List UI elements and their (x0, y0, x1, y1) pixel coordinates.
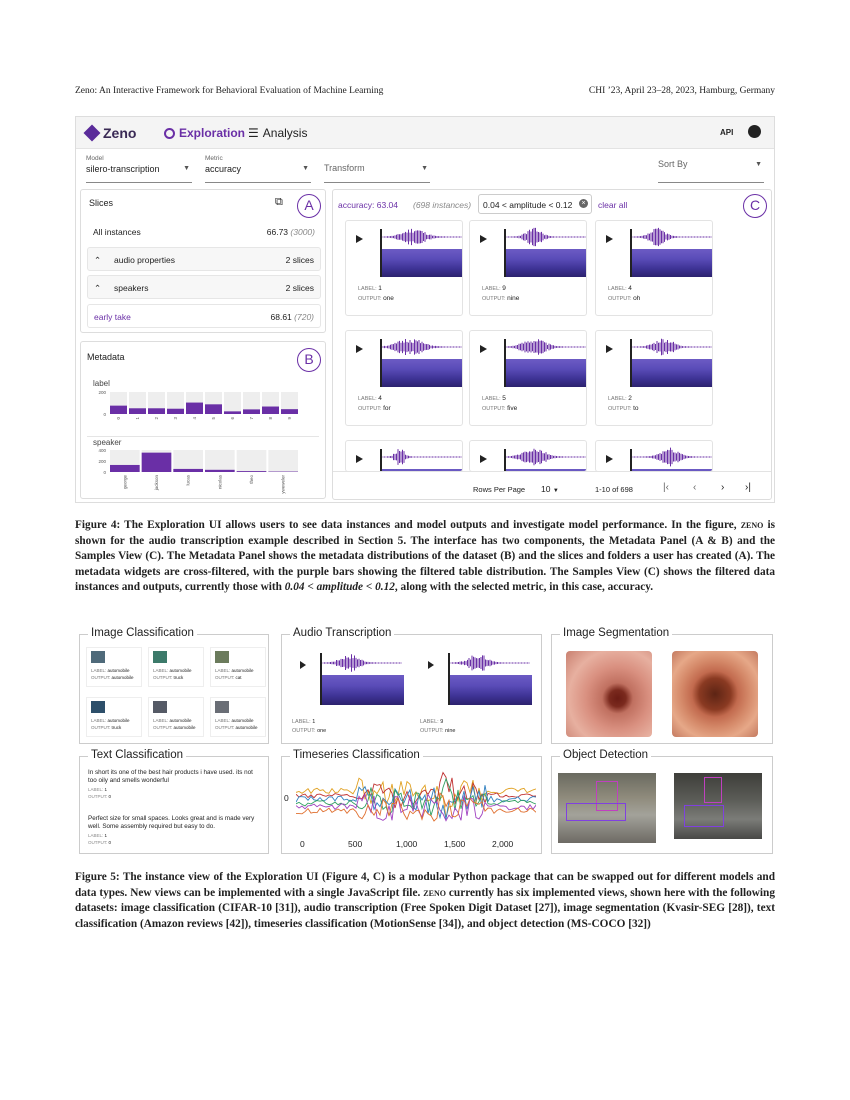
folder-audio-properties-label: audio properties (114, 255, 175, 265)
fig4-caption-zeno: zeno (740, 519, 764, 531)
playhead-cursor (380, 339, 382, 387)
tab-analysis[interactable] (248, 126, 307, 140)
x-tick-label: lucas (185, 475, 191, 486)
ts-x-tick-label: 0 (300, 839, 305, 849)
image-output-value: truck (111, 725, 122, 730)
waveform (504, 447, 586, 467)
play-icon[interactable] (480, 235, 487, 243)
playhead-cursor (504, 339, 506, 387)
chevron-down-icon: ▼ (755, 161, 762, 168)
zeno-diamond-icon (84, 125, 101, 142)
histogram-bar-background (237, 450, 267, 472)
image-output: OUTPUT: automobile (153, 725, 196, 730)
image-segmentation-title: Image Segmentation (560, 627, 672, 639)
histogram-bar-background (268, 450, 298, 472)
sample-card[interactable] (345, 330, 463, 426)
image-label-value: automobile (107, 718, 130, 723)
histogram-bar (129, 408, 146, 414)
sample-label-value: 4 (378, 395, 382, 402)
timeseries-classification-view (281, 749, 542, 854)
bbox-crowd (566, 803, 626, 821)
fig5-caption-zeno: zeno (423, 886, 446, 899)
ts-x-tick-label: 500 (348, 839, 363, 849)
image-classification-title: Image Classification (88, 627, 197, 639)
playhead-cursor (448, 653, 450, 705)
histogram-bar (237, 471, 267, 472)
chevron-up-icon: ⌃ (94, 255, 102, 265)
object-detection-view (551, 749, 773, 854)
chevron-down-icon: ▼ (183, 165, 190, 172)
sample-card[interactable] (595, 330, 713, 426)
rows-per-page-select[interactable] (541, 484, 559, 494)
playhead-cursor (504, 449, 506, 472)
playhead-cursor (630, 449, 632, 472)
y-tick-label: 200 (98, 390, 106, 395)
audio-output-value: one (317, 728, 327, 734)
clear-all-link[interactable]: clear all (598, 200, 628, 210)
speaker-histogram[interactable] (89, 448, 299, 498)
spectrogram (382, 359, 462, 387)
timeseries-classification-title: Timeseries Classification (290, 749, 423, 761)
review-output: OUTPUT: 0 (88, 794, 112, 799)
sample-label: LABEL: 5 (482, 395, 506, 402)
ts-x-tick-label: 1,500 (444, 839, 466, 849)
x-tick-label: 7 (249, 417, 254, 420)
new-folder-icon[interactable]: ⧉ (275, 196, 283, 208)
sample-label: LABEL: 2 (608, 395, 632, 402)
sample-output: OUTPUT: to (608, 405, 639, 412)
histogram-bar (262, 407, 279, 414)
text-classification-view (79, 749, 269, 854)
fig4-caption-part1: Figure 4: The Exploration UI allows users to see data instances and model outputs and investigate model performance. In the figure, (75, 519, 741, 531)
label-histogram[interactable] (89, 390, 299, 434)
metadata-panel (80, 341, 326, 499)
play-icon[interactable] (606, 235, 613, 243)
sample-output-value: five (507, 405, 518, 412)
audio-card[interactable] (290, 647, 404, 737)
x-tick-label: 6 (230, 417, 235, 420)
sample-output-value: oh (633, 295, 641, 302)
folder-speakers-count: 2 slices (285, 283, 314, 293)
zeno-logo[interactable] (86, 125, 136, 141)
sample-label-value: 1 (378, 285, 382, 292)
audio-label: LABEL: 9 (420, 719, 444, 725)
samples-view (332, 189, 772, 500)
sample-card[interactable] (469, 220, 587, 316)
sample-card[interactable] (595, 440, 713, 472)
metric-readout: accuracy: 63.04 (338, 200, 399, 210)
audio-label-value: 9 (440, 719, 444, 725)
histogram-bar (205, 470, 235, 472)
marker-b: B (297, 348, 321, 372)
sample-output-value: nine (507, 295, 520, 302)
waveform (504, 227, 586, 247)
x-tick-label: 4 (192, 417, 197, 420)
image-label-value: automobile (231, 668, 254, 673)
all-instances-row[interactable] (87, 220, 321, 244)
skate-photo-1 (558, 773, 656, 843)
x-tick-label: george (122, 475, 128, 490)
audio-transcription-title: Audio Transcription (290, 627, 394, 639)
marker-c: C (743, 194, 767, 218)
bbox-crowd (684, 805, 724, 827)
histogram-bar (167, 409, 184, 414)
sample-output: OUTPUT: one (358, 295, 394, 302)
image-label-value: automobile (169, 718, 192, 723)
spectrogram (322, 675, 404, 705)
timeseries-chart (296, 765, 536, 837)
ts-x-tick-label: 1,000 (396, 839, 418, 849)
fig5-caption-part2: currently has six implemented views, shown here with the following datasets: image classification (CIFAR-10 [31]), audio transcription (Free Spoken Digit Dataset [27]), image segmentation (Kvasir-SEG [28]), text classification (Amazon reviews [42]), timeseries classification (MotionSense [34]), and object detection (MS-COCO [32]) (75, 886, 775, 930)
figure-4-caption (75, 518, 775, 596)
api-button[interactable]: API (720, 128, 734, 137)
play-icon[interactable] (606, 345, 613, 353)
sample-output: OUTPUT: nine (482, 295, 520, 302)
spectrogram (382, 249, 462, 277)
sample-label-value: 2 (628, 395, 632, 402)
slices-title: Slices (89, 198, 114, 208)
audio-transcription-view (281, 627, 542, 744)
sample-card[interactable] (345, 440, 463, 472)
slice-early-take-label: early take (94, 312, 131, 322)
metadata-title: Metadata (87, 352, 125, 362)
transform-select[interactable] (324, 155, 430, 183)
logo-text: Zeno (103, 125, 137, 141)
play-icon[interactable] (606, 455, 613, 463)
sample-output: OUTPUT: for (358, 405, 391, 412)
x-tick-label: jackson (154, 475, 159, 491)
play-icon[interactable] (356, 455, 363, 463)
image-classification-view (79, 627, 269, 744)
sample-output-value: for (383, 405, 391, 412)
sample-card[interactable] (469, 330, 587, 426)
tab-exploration[interactable] (164, 126, 245, 140)
divider (333, 471, 771, 472)
image-output: OUTPUT: automobile (215, 725, 258, 730)
fig4-caption-part2: is shown for the audio transcription example described in Section 5. The interface has two components, the Metadata Panel (A & B) and the Samples View (C). The Metadata Panel shows the metadata distributions of the dataset (B) and the slices and folders a user has created (A). The metadata widgets are cross-filtered, with the purple bars showing the filtered table distribution. The Samples View (C) shows the filtered data instances and outputs, currently those with (75, 519, 775, 593)
histogram-bar-background (224, 392, 241, 414)
rows-per-page-value: 10 (541, 484, 551, 494)
histogram-bar (148, 408, 165, 414)
x-tick-label: 2 (154, 417, 159, 420)
review-label: LABEL: 1 (88, 787, 108, 792)
sample-label: LABEL: 1 (358, 285, 382, 292)
instance-count: (698 instances) (413, 200, 472, 210)
running-header-venue: CHI ’23, April 23–28, 2023, Hamburg, Germany (588, 86, 775, 96)
sample-label: LABEL: 9 (482, 285, 506, 292)
sample-card[interactable] (345, 220, 463, 316)
object-detection-title: Object Detection (560, 749, 651, 761)
timeseries-line (296, 778, 536, 817)
image-card[interactable] (86, 647, 142, 687)
image-card[interactable] (86, 697, 142, 737)
audio-card[interactable] (418, 647, 532, 737)
review-output-value: 0 (108, 794, 112, 799)
image-output-value: automobile (235, 725, 258, 730)
github-icon[interactable] (748, 125, 761, 138)
histogram-bar-background (205, 450, 235, 472)
y-tick-label: 0 (103, 470, 106, 475)
folder-audio-properties[interactable] (87, 247, 321, 271)
image-label: LABEL: automobile (215, 718, 254, 723)
rows-per-page-label: Rows Per Page (473, 485, 526, 494)
chevron-down-icon: ▼ (302, 165, 309, 172)
x-tick-label: yweweler (280, 475, 286, 494)
x-tick-label: 0 (116, 417, 121, 420)
histogram-bar (110, 406, 127, 414)
x-tick-label: theo (249, 475, 254, 484)
metric-select[interactable] (205, 155, 311, 183)
x-tick-label: 9 (287, 417, 292, 420)
sample-label: LABEL: 4 (358, 395, 382, 402)
review-output-value: 0 (108, 840, 112, 845)
metric-select-label: Metric (205, 155, 223, 162)
image-label: LABEL: automobile (91, 718, 130, 723)
label-widget-title: label (93, 379, 110, 388)
chevron-down-icon: ▼ (421, 165, 428, 172)
sample-card[interactable] (595, 220, 713, 316)
model-select-value: silero-transcription (86, 164, 160, 174)
image-output: OUTPUT: truck (153, 675, 184, 680)
image-card[interactable] (148, 697, 204, 737)
x-tick-label: 8 (268, 417, 273, 420)
play-icon[interactable] (480, 455, 487, 463)
folder-speakers[interactable] (87, 275, 321, 299)
sample-card[interactable] (469, 440, 587, 472)
spectrogram (450, 675, 532, 705)
image-card[interactable] (210, 647, 266, 687)
waveform (630, 227, 712, 247)
tab-exploration-label: Exploration (179, 126, 246, 140)
all-instances-count: (3000) (290, 227, 315, 237)
histogram-bar-background (173, 450, 203, 472)
play-icon[interactable] (428, 661, 434, 669)
skate-photo-2 (674, 773, 762, 839)
x-tick-label: 3 (173, 417, 178, 420)
waveform (630, 337, 712, 357)
waveform (504, 337, 586, 357)
review-text: In short its one of the best hair products i have used. its not too oily and smells wonderful (88, 769, 253, 785)
pagination-range: 1-10 of 698 (595, 485, 633, 494)
waveform (380, 227, 462, 247)
compass-icon (164, 128, 175, 139)
playhead-cursor (380, 229, 382, 277)
image-output-value: automobile (173, 725, 196, 730)
image-label: LABEL: automobile (153, 718, 192, 723)
histogram-bar (224, 411, 241, 414)
figure-5-caption (75, 870, 775, 932)
divider (87, 436, 319, 437)
slices-panel (80, 189, 326, 333)
spectrogram (506, 249, 586, 277)
review-label-value: 1 (104, 833, 108, 838)
chevron-up-icon: ⌃ (94, 283, 102, 293)
metric-select-value: accuracy (205, 164, 242, 174)
audio-output-value: nine (445, 728, 456, 734)
image-label: LABEL: automobile (91, 668, 130, 673)
transform-placeholder: Transform (324, 163, 365, 173)
first-page-icon[interactable]: |‹ (663, 482, 669, 493)
playhead-cursor (630, 339, 632, 387)
y-tick-label: 200 (98, 459, 106, 464)
image-output-value: truck (173, 675, 184, 680)
model-select-label: Model (86, 155, 104, 162)
histogram-bar (186, 403, 203, 414)
list-icon: ☰ (248, 126, 259, 140)
endoscopy-image-2 (672, 651, 758, 737)
endoscopy-image-1 (566, 651, 652, 737)
filter-chip-text: 0.04 < amplitude < 0.12 (483, 200, 573, 210)
running-header-title: Zeno: An Interactive Framework for Behavioral Evaluation of Machine Learning (75, 86, 384, 96)
x-tick-label: 5 (211, 417, 216, 420)
playhead-cursor (504, 229, 506, 277)
image-card[interactable] (148, 647, 204, 687)
y-tick-label: 400 (98, 448, 106, 453)
image-label: LABEL: automobile (215, 668, 254, 673)
x-tick-label: nicolas (217, 475, 223, 490)
filter-chip[interactable] (478, 194, 592, 214)
audio-output: OUTPUT: one (292, 728, 327, 734)
chevron-down-icon: ▼ (552, 488, 559, 494)
sample-label: LABEL: 4 (608, 285, 632, 292)
sample-label-value: 4 (628, 285, 632, 292)
image-segmentation-view (551, 627, 773, 744)
slice-early-take[interactable] (87, 304, 321, 328)
audio-label-value: 1 (312, 719, 316, 725)
review-label-value: 1 (104, 787, 108, 792)
image-label-value: automobile (231, 718, 254, 723)
audio-label: LABEL: 1 (292, 719, 316, 725)
prev-page-icon[interactable]: ‹ (693, 482, 697, 493)
waveform (380, 337, 462, 357)
slice-early-take-value: 68.61 (270, 312, 292, 322)
histogram-bar (173, 469, 203, 472)
image-thumbnail (153, 651, 167, 663)
sample-output-value: to (633, 405, 639, 412)
bbox-person (704, 777, 722, 803)
histogram-bar (142, 453, 172, 472)
image-thumbnail (91, 701, 105, 713)
timeseries-line (296, 794, 536, 821)
image-output-value: automobile (111, 675, 134, 680)
figure-4-exploration-ui (75, 116, 775, 503)
image-thumbnail (215, 651, 229, 663)
last-page-icon[interactable]: ›| (745, 482, 751, 493)
image-card[interactable] (210, 697, 266, 737)
fig4-caption-part3: , along with the selected metric, in this case, accuracy. (394, 581, 654, 593)
image-output: OUTPUT: automobile (91, 675, 134, 680)
image-thumbnail (91, 651, 105, 663)
all-instances-label: All instances (93, 227, 141, 237)
marker-a: A (297, 194, 321, 218)
image-output: OUTPUT: cat (215, 675, 242, 680)
slice-early-take-count: (720) (294, 312, 314, 322)
model-select[interactable] (86, 155, 192, 183)
folder-audio-properties-count: 2 slices (285, 255, 314, 265)
play-icon[interactable] (480, 345, 487, 353)
play-icon[interactable] (356, 345, 363, 353)
playhead-cursor (380, 449, 382, 472)
image-thumbnail (215, 701, 229, 713)
image-label-value: automobile (169, 668, 192, 673)
sample-output-value: one (383, 295, 394, 302)
waveform (630, 447, 712, 467)
review-output: OUTPUT: 0 (88, 840, 112, 845)
ts-y-label: 0 (284, 793, 289, 803)
image-output-value: cat (235, 675, 242, 680)
app-top-bar (76, 117, 774, 149)
audio-output: OUTPUT: nine (420, 728, 456, 734)
x-tick-label: 1 (135, 417, 140, 420)
tab-analysis-label: Analysis (262, 126, 308, 140)
text-classification-title: Text Classification (88, 749, 186, 761)
image-output: OUTPUT: truck (91, 725, 122, 730)
spectrogram (506, 359, 586, 387)
fig5-caption-part1: Figure 5: The instance view of the Exploration UI (Figure 4, C) is a modular Python package that can be swapped out for different models and data types. New views can be implemented with a single JavaScript file. (75, 871, 775, 899)
play-icon[interactable] (356, 235, 363, 243)
playhead-cursor (320, 653, 322, 705)
speaker-widget-title: speaker (93, 438, 122, 447)
sample-output: OUTPUT: five (482, 405, 518, 412)
all-instances-value: 66.73 (266, 227, 289, 237)
sort-placeholder: Sort By (658, 159, 688, 169)
histogram-bar (281, 409, 298, 414)
spectrogram (632, 359, 712, 387)
playhead-cursor (630, 229, 632, 277)
review-label: LABEL: 1 (88, 833, 108, 838)
sort-by-select[interactable] (658, 155, 764, 183)
fig4-caption-italic: 0.04 < amplitude < 0.12 (284, 581, 395, 593)
spectrogram (632, 249, 712, 277)
close-icon[interactable]: × (579, 199, 588, 208)
waveform (380, 447, 462, 467)
review-text: Perfect size for small spaces. Looks great and is made very well. Some assembly required but easy to do. (88, 815, 255, 831)
ts-x-tick-label: 2,000 (492, 839, 514, 849)
image-thumbnail (153, 701, 167, 713)
histogram-bar (110, 465, 140, 472)
folder-speakers-label: speakers (114, 283, 149, 293)
sample-label-value: 9 (502, 285, 506, 292)
sample-label-value: 5 (502, 395, 506, 402)
sample-output: OUTPUT: oh (608, 295, 641, 302)
play-icon[interactable] (300, 661, 306, 669)
image-label: LABEL: automobile (153, 668, 192, 673)
histogram-bar (205, 404, 222, 414)
histogram-bar (243, 409, 260, 414)
y-tick-label: 0 (103, 412, 106, 417)
image-label-value: automobile (107, 668, 130, 673)
next-page-icon[interactable]: › (721, 482, 725, 493)
